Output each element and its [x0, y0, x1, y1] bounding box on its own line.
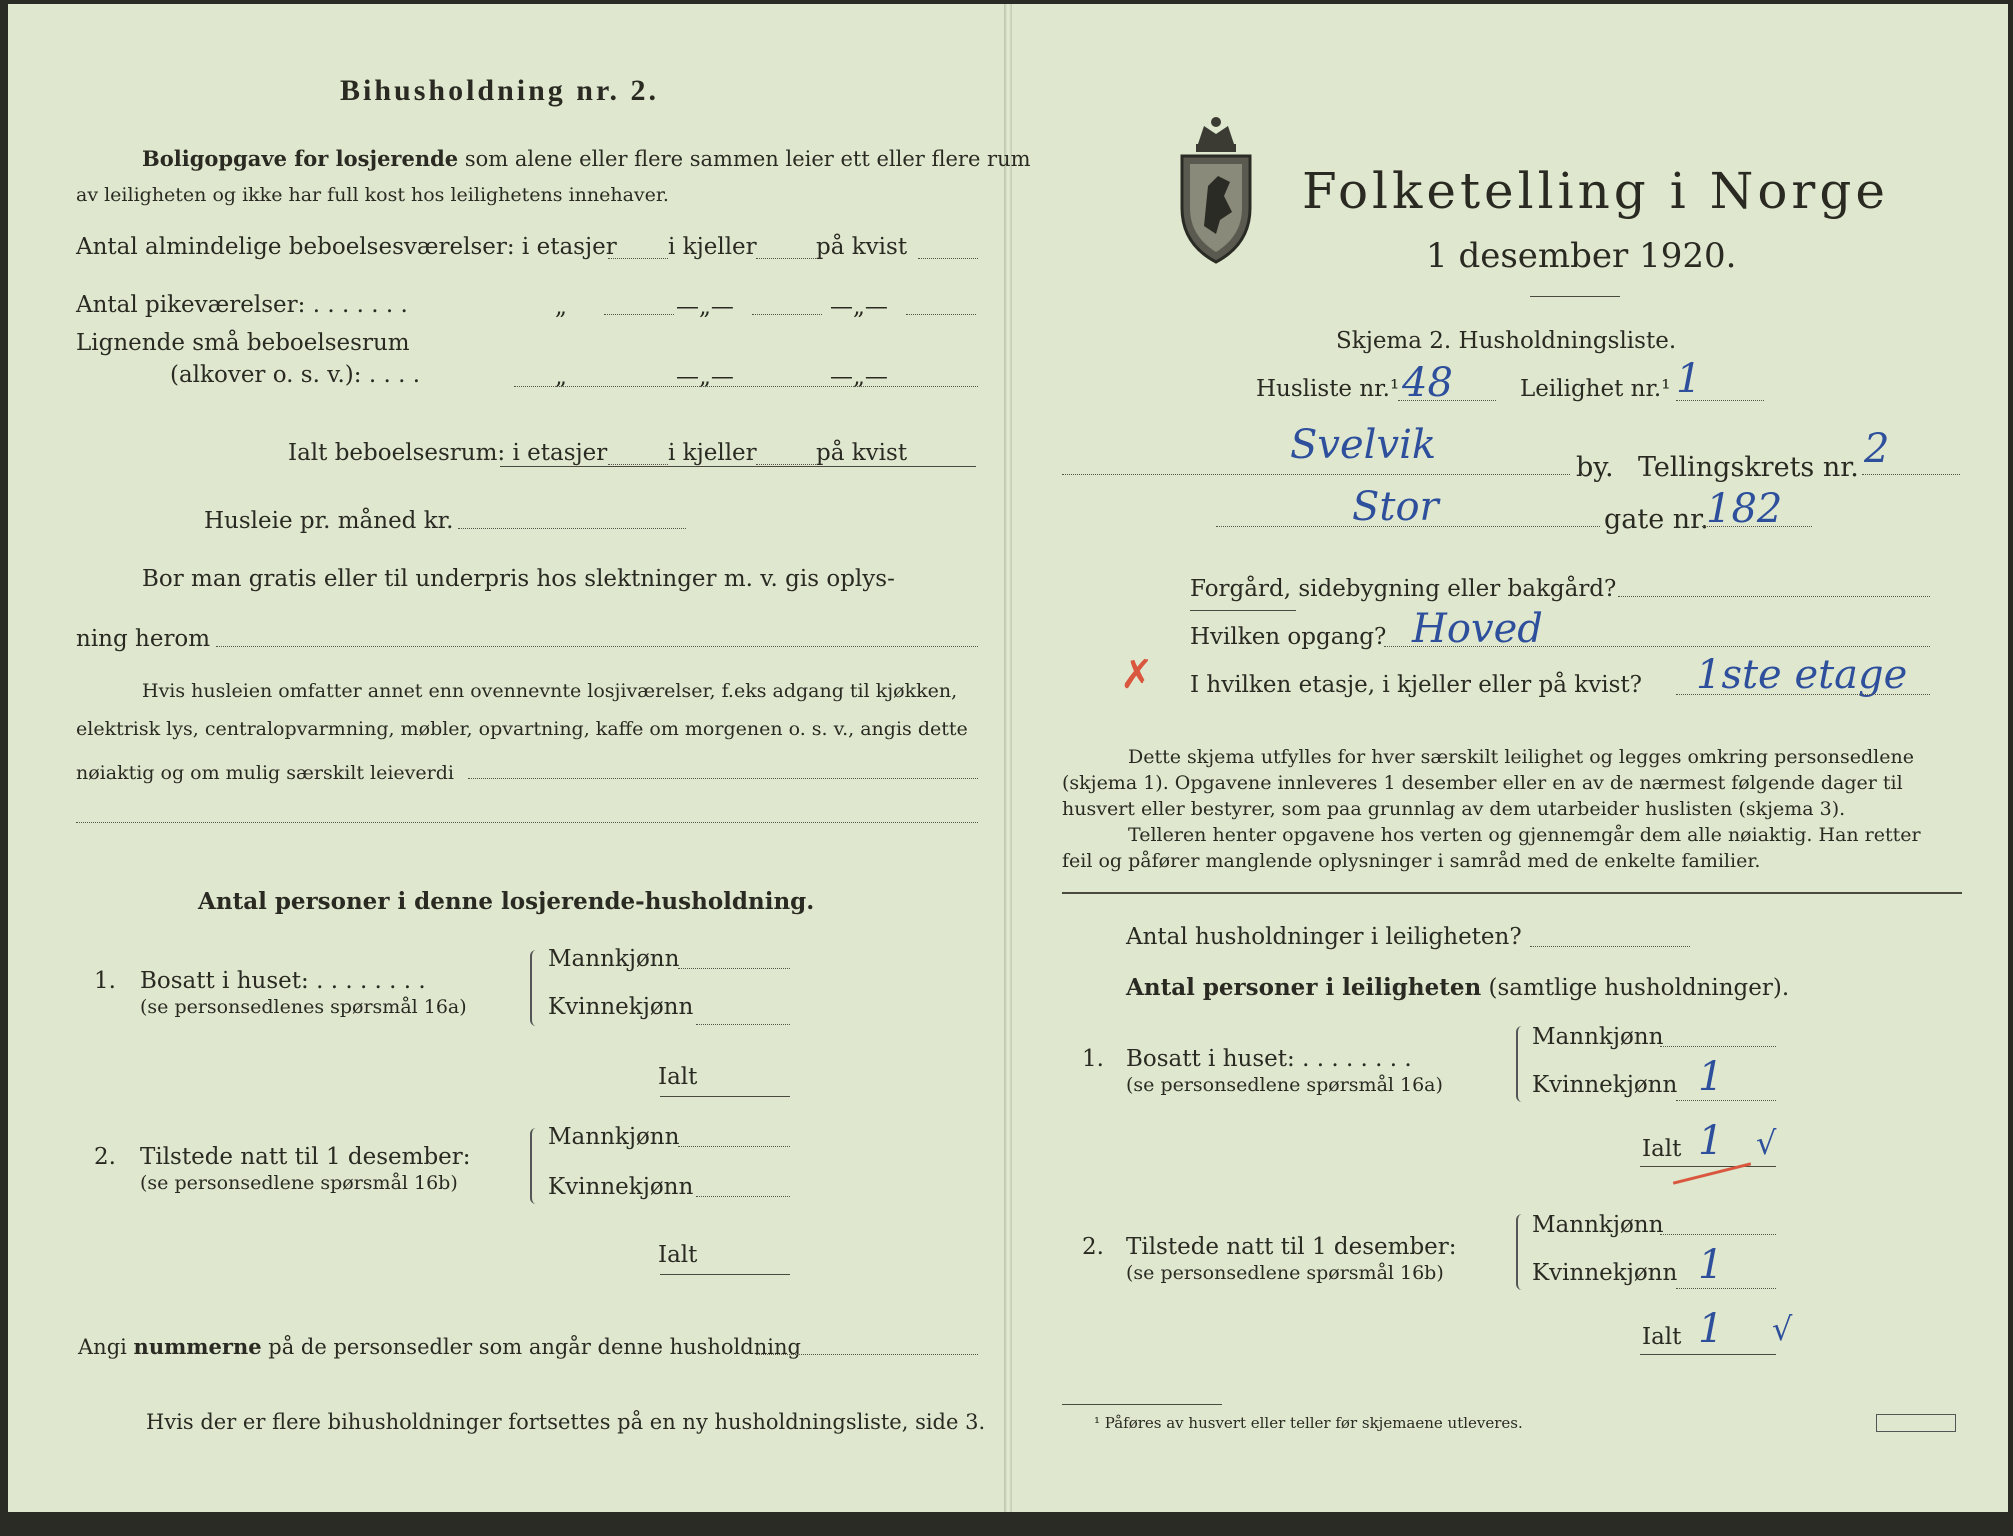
r-q2-ialt-value: 1: [1698, 1306, 1724, 1352]
footnote: ¹ Påføres av husvert eller teller før skjemaene utleveres.: [1094, 1414, 1523, 1432]
row1-kvist: på kvist: [816, 234, 908, 260]
ialt-kjeller: i kjeller: [668, 440, 757, 466]
q2-mann-label: Mannkjønn: [548, 1124, 680, 1150]
info-line-4: Telleren henter opgavene hos verten og gjennemgår dem alle nøiaktig. Han retter: [1128, 824, 1921, 846]
left-page: [8, 4, 1008, 1512]
q1-ialt-label: Ialt: [658, 1064, 698, 1090]
r-q1-check: √: [1756, 1124, 1777, 1162]
leilighet-label: Leilighet nr.¹: [1520, 376, 1671, 402]
q1-sub: (se personsedlenes spørsmål 16a): [140, 996, 467, 1018]
intro-line-1: Boligopgave for losjerende som alene eller flere sammen leier ett eller flere rum: [142, 146, 1031, 171]
r-q1-number: 1.: [1082, 1046, 1104, 1072]
hvis-line-3: nøiaktig og om mulig særskilt leieverdi: [76, 762, 454, 784]
ditto-mark: —„—: [830, 294, 888, 320]
gate-value: Stor: [1352, 484, 1439, 530]
q1-number: 1.: [94, 968, 116, 994]
r-q2-check: √: [1772, 1310, 1793, 1348]
r-q1-mann-label: Mannkjønn: [1532, 1024, 1664, 1050]
ditto-mark: „: [555, 294, 567, 320]
q2-kvinne-label: Kvinnekjønn: [548, 1174, 694, 1200]
r-q2-kvinne-value: 1: [1698, 1242, 1724, 1288]
leilighet-value: 1: [1676, 356, 1702, 402]
left-heading: Bihusholdning nr. 2.: [340, 74, 660, 107]
info-line-2: (skjema 1). Opgavene innleveres 1 desember eller en av de nærmest følgende dager til: [1062, 772, 1903, 794]
q2-ialt-label: Ialt: [658, 1242, 698, 1268]
ditto-mark: „: [555, 364, 567, 390]
q1-label: Bosatt i huset: . . . . . . . .: [140, 968, 426, 994]
info-line-1: Dette skjema utfylles for hver særskilt leilighet og legges omkring personsedlene: [1128, 746, 1914, 768]
ialt-kvist: på kvist: [816, 440, 908, 466]
row-lignende: Lignende små beboelsesrum: [76, 330, 410, 356]
krets-label: Tellingskrets nr.: [1638, 452, 1859, 483]
opgang-label: Hvilken opgang?: [1190, 624, 1387, 650]
r-q1-sub: (se personsedlene spørsmål 16a): [1126, 1074, 1443, 1096]
row-almindelige: Antal almindelige beboelsesværelser: i etasjer: [76, 234, 617, 260]
census-date: 1 desember 1920.: [1426, 236, 1737, 276]
printer-mark: [1876, 1414, 1956, 1432]
ditto-mark: —„—: [830, 364, 888, 390]
r-q1-kvinne-value: 1: [1698, 1054, 1724, 1100]
antal-husholdninger: Antal husholdninger i leiligheten?: [1126, 924, 1522, 950]
r-q2-ialt-label: Ialt: [1642, 1324, 1682, 1350]
gate-nr-value: 182: [1706, 486, 1783, 532]
row-alkover: (alkover o. s. v.): . . . .: [170, 362, 421, 388]
etasje-value: 1ste etage: [1696, 652, 1908, 698]
husliste-label: Husliste nr.¹: [1256, 376, 1400, 402]
ditto-mark: —„—: [676, 294, 734, 320]
antal-personer-leilighet: Antal personer i leiligheten (samtlige husholdninger).: [1126, 974, 1790, 1001]
etasje-label: I hvilken etasje, i kjeller eller på kvist?: [1190, 672, 1642, 698]
husleie-label: Husleie pr. måned kr.: [204, 508, 454, 534]
row-pikevaerelser: Antal pikeværelser: . . . . . . .: [76, 292, 408, 318]
by-value: Svelvik: [1290, 422, 1437, 468]
r-q1-ialt-label: Ialt: [1642, 1136, 1682, 1162]
krets-value: 2: [1864, 426, 1890, 472]
opgang-value: Hoved: [1412, 606, 1543, 652]
angi-nummerne: Angi nummerne på de personsedler som angår denne husholdning: [78, 1334, 801, 1359]
row1-kjeller: i kjeller: [668, 234, 757, 260]
flere-note: Hvis der er flere bihusholdninger fortsettes på en ny husholdningsliste, side 3.: [146, 1410, 986, 1434]
ditto-mark: —„—: [676, 364, 734, 390]
r-q1-ialt-value: 1: [1698, 1118, 1724, 1164]
q1-kvinne-label: Kvinnekjønn: [548, 994, 694, 1020]
r-q1-label: Bosatt i huset: . . . . . . . .: [1126, 1046, 1412, 1072]
r-q2-kvinne-label: Kvinnekjønn: [1532, 1260, 1678, 1286]
skjema-label: Skjema 2. Husholdningsliste.: [1336, 328, 1677, 354]
r-q2-mann-label: Mannkjønn: [1532, 1212, 1664, 1238]
antal-personer-heading: Antal personer i denne losjerende-husholdning.: [198, 888, 815, 915]
r-q2-number: 2.: [1082, 1234, 1104, 1260]
norway-coat-of-arms-icon: [1176, 116, 1256, 268]
q2-number: 2.: [94, 1144, 116, 1170]
forgaard-label: Forgård, sidebygning eller bakgård?: [1190, 576, 1617, 602]
by-label: by.: [1576, 452, 1614, 483]
etasje-mark: ✗: [1120, 652, 1154, 698]
r-q2-sub: (se personsedlene spørsmål 16b): [1126, 1262, 1444, 1284]
row-ialt-beboelsesrum: Ialt beboelsesrum: i etasjer: [288, 440, 608, 466]
intro-line-2: av leiligheten og ikke har full kost hos leilighetens innehaver.: [76, 184, 669, 206]
q2-sub: (se personsedlene spørsmål 16b): [140, 1172, 458, 1194]
gate-label: gate nr.: [1604, 504, 1709, 535]
hvis-line-2: elektrisk lys, centralopvarmning, møbler, opvartning, kaffe om morgenen o. s. v., angis dette: [76, 718, 968, 740]
r-q1-kvinne-label: Kvinnekjønn: [1532, 1072, 1678, 1098]
q2-label: Tilstede natt til 1 desember:: [140, 1144, 471, 1170]
r-q2-label: Tilstede natt til 1 desember:: [1126, 1234, 1457, 1260]
page-fold: [1004, 4, 1012, 1512]
info-line-5: feil og påfører manglende oplysninger i samråd med de enkelte familier.: [1062, 850, 1761, 872]
q1-mann-label: Mannkjønn: [548, 946, 680, 972]
info-line-3: husvert eller bestyrer, som paa grunnlag av dem utarbeider huslisten (skjema 3).: [1062, 798, 1846, 820]
bor-man-text: Bor man gratis eller til underpris hos slektninger m. v. gis oplys-: [142, 566, 895, 592]
form-title: Folketelling i Norge: [1302, 162, 1889, 220]
ning-herom: ning herom: [76, 626, 211, 652]
husliste-value: 48: [1402, 360, 1453, 406]
hvis-line-1: Hvis husleien omfatter annet enn ovennevnte losjiværelser, f.eks adgang til kjøkken,: [142, 680, 958, 702]
